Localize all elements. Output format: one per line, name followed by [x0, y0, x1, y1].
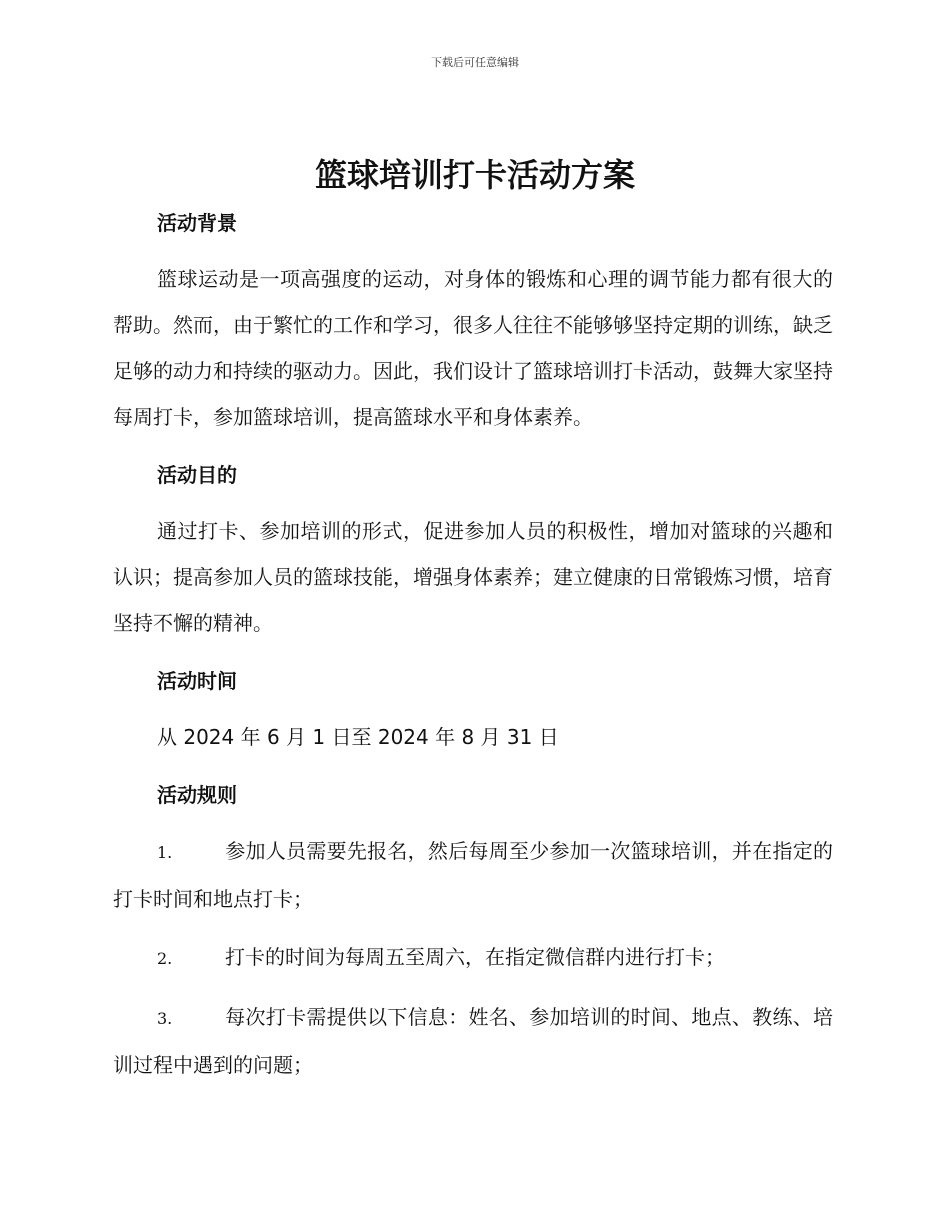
document-body — [113, 200, 833, 1088]
paragraph-purpose: 通过打卡、参加培训的形式，促进参加人员的积极性，增加对篮球的兴趣和认识；提高参加人员的篮球技能，增强身体素养；建立健康的日常锻炼习惯，培育坚持不懈的精神。 — [113, 519, 833, 635]
rule-text: 打卡的时间为每周五至周六，在指定微信群内进行打卡； — [225, 945, 725, 969]
rule-number: 1. — [157, 843, 173, 862]
page-header-note: 下载后可任意编辑 — [431, 56, 519, 69]
rule-number: 3. — [157, 1009, 173, 1028]
section-heading-rules: 活动规则 — [157, 783, 237, 807]
document-title: 篮球培训打卡活动方案 — [314, 156, 635, 194]
rule-number: 2. — [157, 949, 173, 968]
rule-text: 参加人员需要先报名，然后每周至少参加一次篮球培训，并在指定的打卡时间和地点打卡； — [113, 839, 833, 911]
section-heading-purpose: 活动目的 — [157, 463, 237, 487]
rule-text: 每次打卡需提供以下信息：姓名、参加培训的时间、地点、教练、培训过程中遇到的问题； — [113, 1005, 833, 1077]
section-heading-time: 活动时间 — [157, 669, 237, 693]
paragraph-time: 从 2024 年 6 月 1 日至 2024 年 8 月 31 日 — [157, 725, 559, 749]
section-heading-background: 活动背景 — [157, 211, 237, 235]
rule-item — [113, 994, 833, 1088]
rule-item — [113, 934, 833, 982]
rule-item — [113, 828, 833, 922]
paragraph-background: 篮球运动是一项高强度的运动，对身体的锻炼和心理的调节能力都有很大的帮助。然而，由于繁忙的工作和学习，很多人往往不能够够坚持定期的训练，缺乏足够的动力和持续的驱动力。因此，我们设计了篮球培训打卡活动，鼓舞大家坚持每周打卡，参加篮球培训，提高篮球水平和身体素养。 — [113, 267, 833, 429]
